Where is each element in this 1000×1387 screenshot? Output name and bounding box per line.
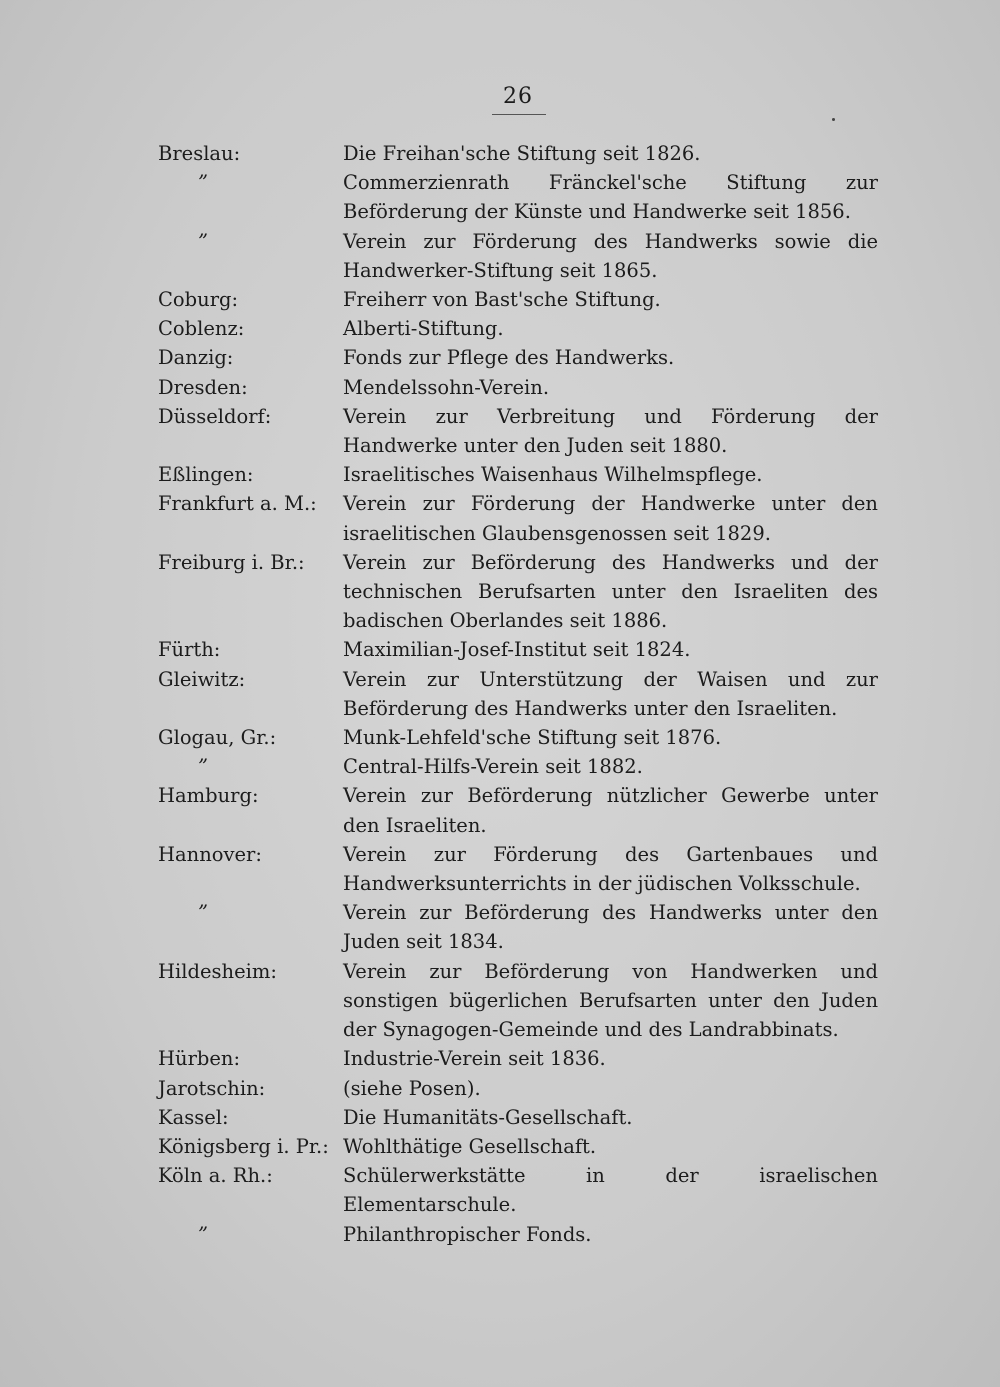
entry-text: Freiherr von Bast'sche Stiftung. <box>343 288 661 312</box>
entry-text: Die Humanitäts-Gesellschaft. <box>343 1105 633 1129</box>
list-item <box>158 343 878 372</box>
entry-city-ditto: ” <box>198 229 208 253</box>
print-speck <box>832 118 835 121</box>
list-item <box>158 635 878 664</box>
page-number: 26 <box>503 84 533 109</box>
entry-city: Eßlingen: <box>158 463 254 487</box>
entry-text: Alberti-Stiftung. <box>343 317 504 341</box>
entry-text: Israelitisches Waisenhaus Wilhelmspflege. <box>343 463 763 487</box>
entry-text: Schülerwerkstätte in der israelischen Elementarschule. <box>343 1164 878 1217</box>
entry-text: Mendelssohn-Verein. <box>343 375 550 399</box>
list-item <box>158 898 878 956</box>
entry-city: Coburg: <box>158 288 239 312</box>
entry-city: Gleiwitz: <box>158 667 246 691</box>
list-item <box>158 402 878 460</box>
list-item <box>158 1132 878 1161</box>
entry-city: Düsseldorf: <box>158 404 272 428</box>
entry-city-ditto: ” <box>198 171 208 195</box>
entry-city: Breslau: <box>158 142 241 165</box>
entry-city: Dresden: <box>158 375 248 399</box>
entry-city: Hildesheim: <box>158 959 277 983</box>
foundation-list <box>158 139 878 1249</box>
entry-text: Verein zur Verbreitung und Förderung der Handwerke unter den Juden seit 1880. <box>343 404 878 458</box>
list-item <box>158 314 878 343</box>
list-item <box>158 489 878 547</box>
entry-city: Coblenz: <box>158 317 245 341</box>
entry-city: Freiburg i. Br.: <box>158 550 305 574</box>
list-item <box>158 1161 878 1219</box>
entry-text: Industrie-Verein seit 1836. <box>343 1047 606 1071</box>
entry-city: Königsberg i. Pr.: <box>158 1134 329 1158</box>
list-item <box>158 665 878 723</box>
list-item <box>158 1220 878 1249</box>
entry-city: Frankfurt a. M.: <box>158 492 317 516</box>
list-item <box>158 957 878 1045</box>
entry-city-ditto: ” <box>198 901 208 925</box>
entry-city: Glogau, Gr.: <box>158 726 277 750</box>
entry-text: Fonds zur Pflege des Handwerks. <box>343 346 675 370</box>
list-item <box>158 840 878 898</box>
entry-city: Jarotschin: <box>158 1076 266 1100</box>
entry-city: Hürben: <box>158 1047 241 1071</box>
entry-city: Hamburg: <box>158 784 259 808</box>
entry-text: Central-Hilfs-Verein seit 1882. <box>343 755 643 779</box>
list-item <box>158 723 878 752</box>
entry-text: Maximilian-Josef-Institut seit 1824. <box>343 638 691 662</box>
list-item <box>158 373 878 402</box>
list-item <box>158 1044 878 1073</box>
list-item <box>158 781 878 839</box>
entry-text: Commerzienrath Fränckel'sche Stiftung zur Beförderung der Künste und Handwerke seit 1856. <box>343 171 878 224</box>
entry-city: Hannover: <box>158 842 262 866</box>
entry-text: Verein zur Beförderung des Handwerks und der technischen Berufsarten unter den Israeliten des badischen Oberlandes seit 1886. <box>343 550 878 633</box>
entry-text: Verein zur Förderung des Handwerks sowie die Handwerker-Stiftung seit 1865. <box>343 229 878 282</box>
list-item <box>158 752 878 781</box>
entry-text: Wohlthätige Gesellschaft. <box>343 1134 597 1158</box>
entry-city: Köln a. Rh.: <box>158 1164 273 1188</box>
list-item <box>158 1074 878 1103</box>
list-item <box>158 1103 878 1132</box>
entry-city: Fürth: <box>158 638 221 662</box>
list-item <box>158 460 878 489</box>
entry-text: Die Freihan'sche Stiftung seit 1826. <box>343 142 701 165</box>
entry-text: Verein zur Beförderung nützlicher Gewerbe unter den Israeliten. <box>343 784 878 837</box>
list-item <box>158 168 878 226</box>
entry-text: Munk-Lehfeld'sche Stiftung seit 1876. <box>343 726 722 750</box>
entry-city-ditto: ” <box>198 755 208 779</box>
entry-text: Verein zur Beförderung von Handwerken und sonstigen bügerlichen Berufsarten unter den Juden der Synagogen-Gemeinde und des Landrabbinats. <box>343 959 878 1042</box>
entry-text: Verein zur Unterstützung der Waisen und zur Beförderung des Handwerks unter den Israeliten. <box>343 667 878 720</box>
entry-text: Verein zur Förderung des Gartenbaues und Handwerksunterrichts in der jüdischen Volksschule. <box>343 842 878 896</box>
list-item <box>158 139 878 168</box>
entry-city: Kassel: <box>158 1105 229 1129</box>
entry-city-ditto: ” <box>198 1222 208 1246</box>
list-item <box>158 285 878 314</box>
entry-text: Verein zur Beförderung des Handwerks unter den Juden seit 1834. <box>343 901 878 954</box>
entry-text: Verein zur Förderung der Handwerke unter den israelitischen Glaubensgenossen seit 1829. <box>343 492 878 545</box>
list-item <box>158 227 878 285</box>
entry-text: (siehe Posen). <box>343 1076 481 1100</box>
entry-city: Danzig: <box>158 346 234 370</box>
page-number-rule <box>492 114 546 115</box>
list-item <box>158 548 878 636</box>
entry-text: Philanthropischer Fonds. <box>343 1222 592 1246</box>
